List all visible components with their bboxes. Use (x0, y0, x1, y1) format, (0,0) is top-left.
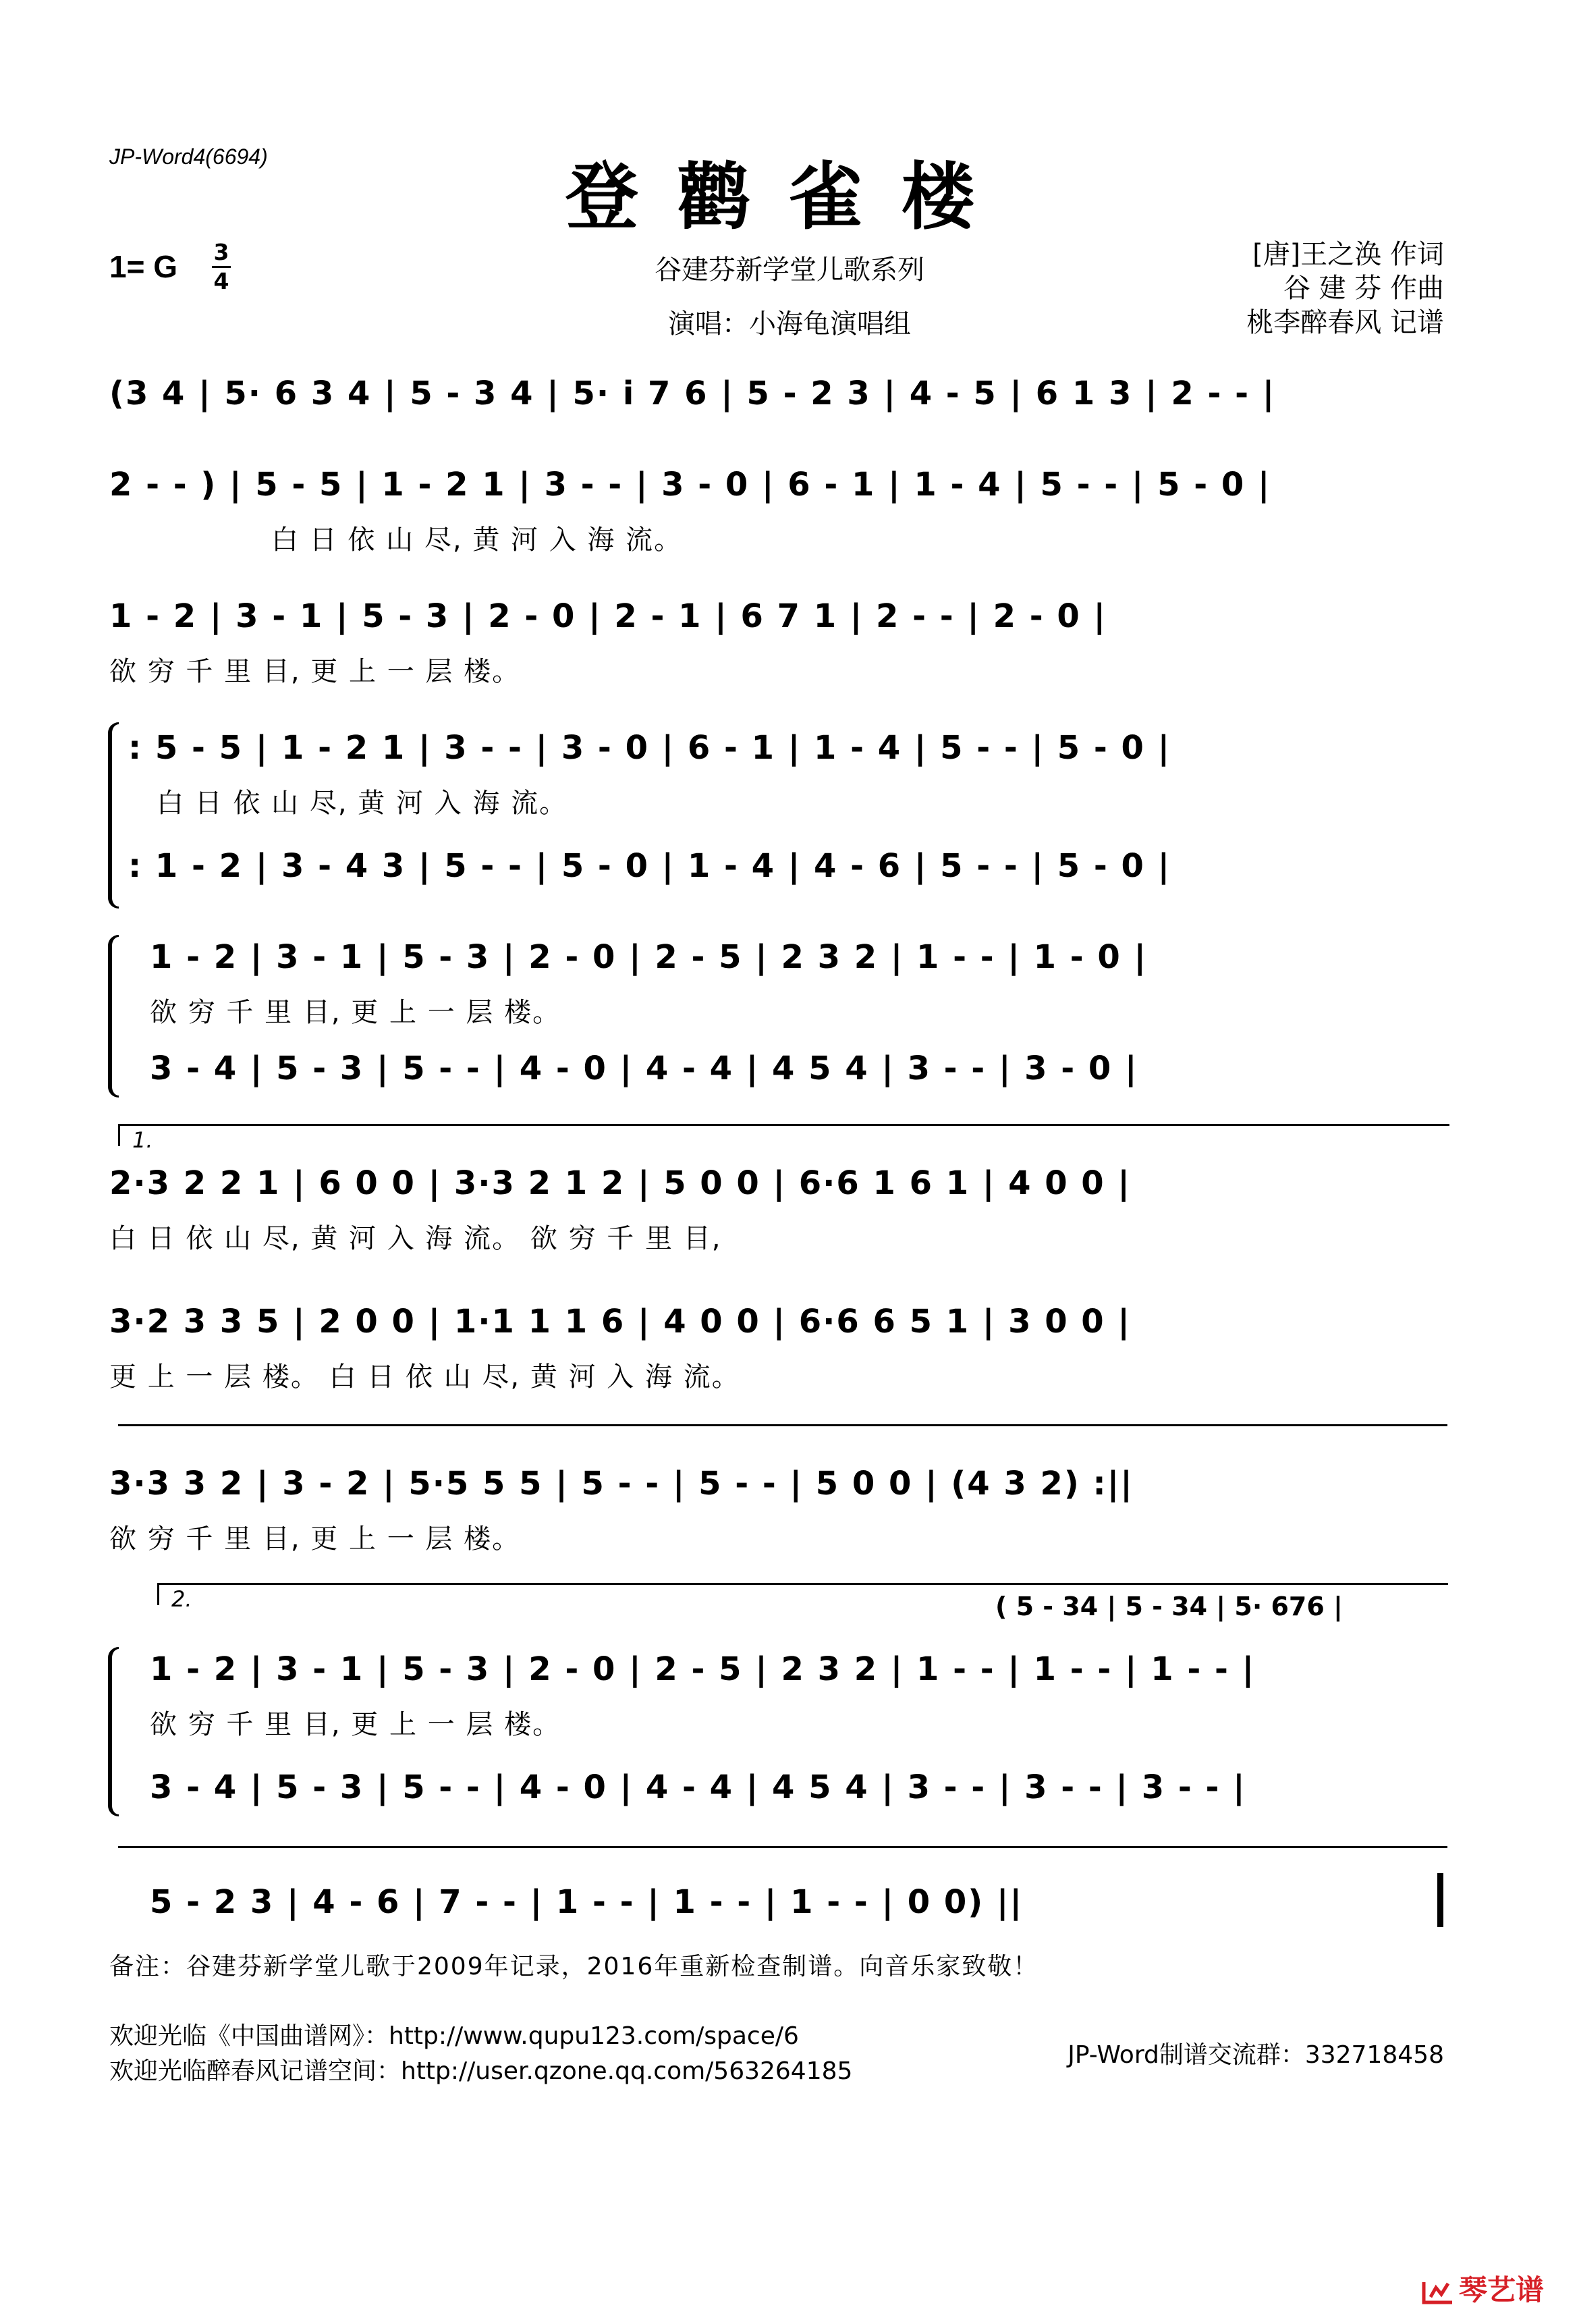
notation-line: 1 - 2 | 3 - 1 | 5 - 3 | 2 - 0 | 2 - 5 | 2 3 2 | 1 - - | 1 - - | 1 - - | (150, 1650, 1256, 1688)
lyric-line: 更 上 一 层 楼。 白 日 依 山 尽, 黄 河 入 海 流。 (109, 1361, 740, 1393)
ending-continuation-line (118, 1424, 1447, 1426)
notation-line: 3·2 3 3 5 | 2 0 0 | 1·1 1 1 6 | 4 0 0 | 6·6 6 5 1 | 3 0 0 | (109, 1303, 1131, 1341)
lyric-line: 白 日 依 山 尽, 黄 河 入 海 流。 欲 穷 千 里 目, (109, 1223, 722, 1254)
notation-line: : 5 - 5 | 1 - 2 1 | 3 - - | 3 - 0 | 6 - 1 | 1 - 4 | 5 - - | 5 - 0 | (128, 729, 1171, 767)
notation-line: 3 - 4 | 5 - 3 | 5 - - | 4 - 0 | 4 - 4 | 4 5 4 | 3 - - | 3 - 0 | (150, 1050, 1138, 1087)
notation-line: 1 - 2 | 3 - 1 | 5 - 3 | 2 - 0 | 2 - 5 | 2 3 2 | 1 - - | 1 - 0 | (150, 938, 1148, 976)
notation-line: 3·3 3 2 | 3 - 2 | 5·5 5 5 | 5 - - | 5 - - | 5 0 0 | (4 3 2) :|| (109, 1465, 1134, 1503)
lyric-line: 欲 穷 千 里 目, 更 上 一 层 楼。 (109, 1523, 521, 1555)
meter-denominator: 4 (213, 268, 229, 294)
final-barline (1437, 1873, 1443, 1927)
meter-numerator: 3 (213, 239, 229, 265)
logo-text: 琴艺谱 (1458, 2273, 1544, 2306)
transcriber-credit: 桃李醉春风 记谱 (1246, 307, 1444, 338)
second-ending-label: 2. (171, 1586, 192, 1612)
series-name: 谷建芬新学堂儿歌系列 (655, 254, 924, 286)
key-signature: 1= G (109, 249, 178, 284)
first-ending-label: 1. (132, 1127, 153, 1153)
coda-line (118, 1846, 1447, 1848)
lyric-line: 白 日 依 山 尽, 黄 河 入 海 流。 (271, 524, 683, 556)
notation-line: 3 - 4 | 5 - 3 | 5 - - | 4 - 0 | 4 - 4 | 4 5 4 | 3 - - | 3 - - | 3 - - | (150, 1768, 1246, 1806)
notation-line: 5 - 2 3 | 4 - 6 | 7 - - | 1 - - | 1 - - | 1 - - | 0 0) || (150, 1883, 1023, 1921)
lyric-line: 欲 穷 千 里 目, 更 上 一 层 楼。 (109, 656, 521, 687)
notation-line: 1 - 2 | 3 - 1 | 5 - 3 | 2 - 0 | 2 - 1 | 6 7 1 | 2 - - | 2 - 0 | (109, 597, 1107, 635)
song-title: 登鹳雀楼 (565, 155, 1014, 240)
notation-line: (3 4 | 5· 6 3 4 | 5 - 3 4 | 5· i 7 6 | 5 - 2 3 | 4 - 5 | 6 1 3 | 2 - - | (109, 375, 1276, 412)
software-label: JP-Word4(6694) (109, 144, 268, 169)
notation-line: 2 - - ) | 5 - 5 | 1 - 2 1 | 3 - - | 3 - 0 | 6 - 1 | 1 - 4 | 5 - - | 5 - 0 | (109, 466, 1271, 504)
system-bracket (108, 722, 119, 909)
watermark-logo (1421, 2268, 1544, 2308)
group-number: JP-Word制谱交流群：332718458 (1068, 2041, 1444, 2069)
lyric-line: 欲 穷 千 里 目, 更 上 一 层 楼。 (150, 997, 561, 1028)
lyric-line: 白 日 依 山 尽, 黄 河 入 海 流。 (157, 788, 568, 819)
system-bracket (108, 1647, 119, 1816)
lyric-line: 欲 穷 千 里 目, 更 上 一 层 楼。 (150, 1709, 561, 1740)
qzone-link[interactable]: 欢迎光临醉春风记谱空间：http://user.qzone.qq.com/563264185 (109, 2057, 853, 2085)
lyricist-credit: [唐]王之涣 作词 (1252, 239, 1444, 270)
notation-line: 2·3 2 2 1 | 6 0 0 | 3·3 2 1 2 | 5 0 0 | 6·6 1 6 1 | 4 0 0 | (109, 1164, 1131, 1202)
logo-icon (1421, 2279, 1455, 2305)
first-ending-bracket (118, 1124, 1449, 1153)
qupu-link[interactable]: 欢迎光临《中国曲谱网》：http://www.qupu123.com/space/6 (109, 2022, 799, 2050)
remark: 备注：谷建芬新学堂儿歌于2009年记录，2016年重新检查制谱。向音乐家致敬！ (109, 1953, 1039, 1980)
singer-credit: 演唱：小海龟演唱组 (668, 308, 911, 340)
second-ending-prelude: ( 5 - 34 | 5 - 34 | 5· 676 | (995, 1592, 1343, 1621)
system-bracket (108, 935, 119, 1098)
composer-credit: 谷 建 芬 作曲 (1283, 273, 1444, 304)
notation-line: : 1 - 2 | 3 - 4 3 | 5 - - | 5 - 0 | 1 - 4 | 4 - 6 | 5 - - | 5 - 0 | (128, 847, 1171, 885)
